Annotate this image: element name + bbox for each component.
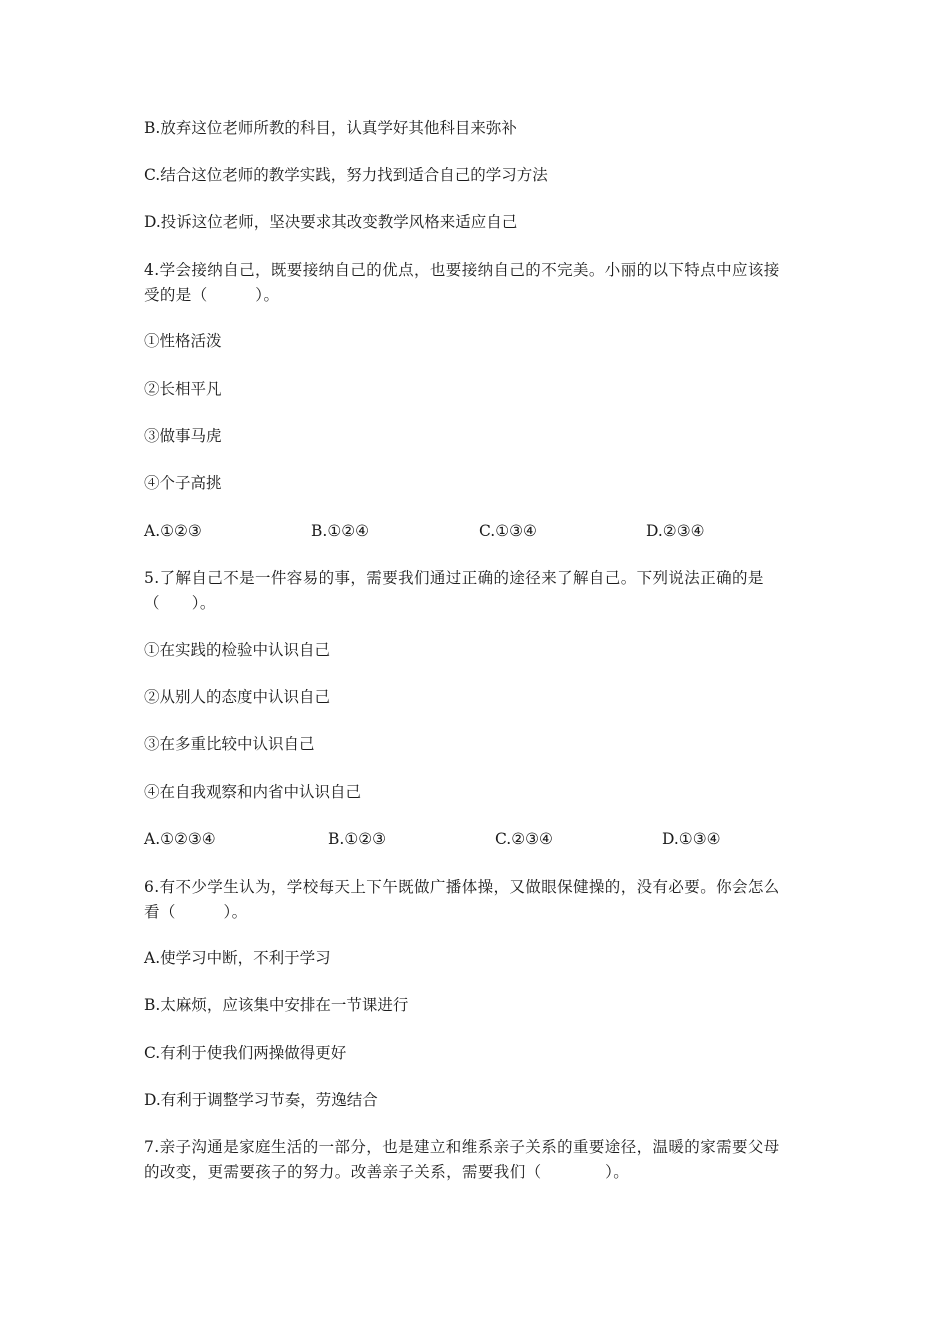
q4-choice-a: A.①②③ <box>144 522 202 540</box>
q3-option-b: B.放弃这位老师所教的科目，认真学好其他科目来弥补 <box>144 119 517 137</box>
q4-item-3: ③做事马虎 <box>144 427 222 445</box>
q4-item-4: ④个子高挑 <box>144 474 222 492</box>
q4-item-2: ②长相平凡 <box>144 380 222 398</box>
q4-stem-line2: 受的是（ ）。 <box>144 286 280 304</box>
q4-choice-d: D.②③④ <box>646 522 705 540</box>
q6-option-b: B.太麻烦，应该集中安排在一节课进行 <box>144 996 409 1014</box>
q6-option-a: A.使学习中断，不利于学习 <box>144 949 331 967</box>
q6-option-c: C.有利于使我们两操做得更好 <box>144 1044 347 1062</box>
q5-item-3: ③在多重比较中认识自己 <box>144 735 315 753</box>
q3-option-d: D.投诉这位老师，坚决要求其改变教学风格来适应自己 <box>144 213 518 231</box>
q6-stem-line2: 看（ ）。 <box>144 903 248 921</box>
q5-choice-b: B.①②③ <box>328 830 387 848</box>
q5-stem-line1: 5.了解自己不是一件容易的事，需要我们通过正确的途径来了解自己。下列说法正确的是 <box>144 569 764 587</box>
q5-choice-c: C.②③④ <box>495 830 553 848</box>
q5-choices <box>144 827 814 851</box>
q4-choice-b: B.①②④ <box>311 522 370 540</box>
q4-item-1: ①性格活泼 <box>144 332 222 350</box>
q5-stem-line2: （ ）。 <box>144 594 216 612</box>
q4-choice-c: C.①③④ <box>479 522 537 540</box>
q5-item-1: ①在实践的检验中认识自己 <box>144 641 331 659</box>
q3-option-c: C.结合这位老师的教学实践，努力找到适合自己的学习方法 <box>144 166 548 184</box>
q5-item-2: ②从别人的态度中认识自己 <box>144 688 331 706</box>
q6-stem-line1: 6.有不少学生认为，学校每天上下午既做广播体操，又做眼保健操的，没有必要。你会怎么 <box>144 878 780 896</box>
q7-stem-line2: 的改变，更需要孩子的努力。改善亲子关系，需要我们（ ）。 <box>144 1163 630 1181</box>
q4-choices <box>144 519 814 543</box>
q5-choice-a: A.①②③④ <box>144 830 216 848</box>
q7-stem-line1: 7.亲子沟通是家庭生活的一部分，也是建立和维系亲子关系的重要途径，温暖的家需要父母 <box>144 1138 780 1156</box>
q6-option-d: D.有利于调整学习节奏，劳逸结合 <box>144 1091 378 1109</box>
q4-stem-line1: 4.学会接纳自己，既要接纳自己的优点，也要接纳自己的不完美。小丽的以下特点中应该接 <box>144 261 780 279</box>
q5-choice-d: D.①③④ <box>662 830 721 848</box>
q5-item-4: ④在自我观察和内省中认识自己 <box>144 783 362 801</box>
